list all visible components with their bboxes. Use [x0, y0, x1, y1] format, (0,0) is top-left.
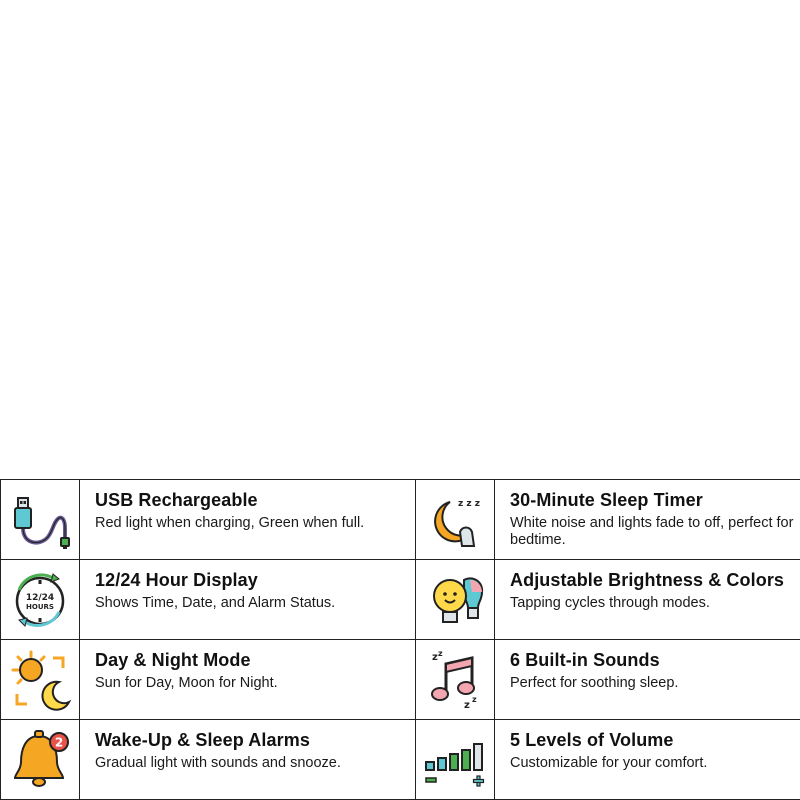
icon-label: HOURS	[26, 603, 54, 611]
feature-description: Tapping cycles through modes.	[510, 595, 710, 611]
feature-text-cell	[80, 560, 416, 640]
feature-icon-cell	[1, 560, 80, 640]
svg-text:z: z	[464, 700, 470, 711]
feature-description: Gradual light with sounds and snooze.	[95, 755, 341, 771]
table-row	[1, 560, 800, 640]
icon-label: z z z	[458, 499, 480, 509]
feature-text-cell	[495, 560, 800, 640]
feature-icon-cell	[416, 560, 495, 640]
feature-title: Adjustable Brightness & Colors	[510, 570, 785, 590]
feature-description: Red light when charging, Green when full.	[95, 515, 365, 531]
feature-description: Customizable for your comfort.	[510, 755, 708, 771]
feature-title: Wake-Up & Sleep Alarms	[95, 730, 310, 750]
feature-title: 5 Levels of Volume	[510, 730, 674, 750]
feature-text-cell	[495, 640, 800, 720]
usb-cable-icon	[9, 488, 73, 552]
alarm-bell-icon	[9, 728, 73, 792]
feature-icon-cell	[1, 640, 80, 720]
feature-description: Sun for Day, Moon for Night.	[95, 675, 278, 691]
feature-title: 30-Minute Sleep Timer	[510, 490, 703, 510]
feature-title: USB Rechargeable	[95, 490, 258, 510]
feature-title: Day & Night Mode	[95, 650, 251, 670]
feature-text-cell	[80, 640, 416, 720]
feature-title: 12/24 Hour Display	[95, 570, 258, 590]
feature-text-cell	[80, 480, 416, 560]
badge-count: 2	[54, 735, 64, 750]
sun-moon-icon	[9, 648, 73, 712]
feature-icon-cell	[1, 720, 80, 800]
icon-label: 12/24	[25, 593, 55, 603]
svg-text:z: z	[438, 649, 443, 658]
table-row	[1, 720, 800, 800]
feature-text-cell	[80, 720, 416, 800]
feature-text-cell	[495, 720, 800, 800]
music-note-icon	[424, 648, 488, 712]
feature-icon-cell	[416, 640, 495, 720]
volume-levels-icon	[424, 728, 488, 792]
feature-description: Shows Time, Date, and Alarm Status.	[95, 595, 336, 611]
features-table	[0, 479, 800, 800]
feature-description: Perfect for soothing sleep.	[510, 675, 679, 691]
feature-title: 6 Built-in Sounds	[510, 650, 660, 670]
clock-12-24-icon	[9, 568, 73, 632]
light-bulbs-icon	[424, 568, 488, 632]
feature-text-cell	[495, 480, 800, 560]
table-row	[1, 640, 800, 720]
feature-description: White noise and lights fade to off, perfect for bedtime.	[510, 515, 794, 548]
svg-text:z: z	[472, 695, 477, 704]
feature-icon-cell	[416, 720, 495, 800]
table-row	[1, 480, 800, 560]
sleep-moon-icon	[424, 488, 488, 552]
feature-icon-cell	[1, 480, 80, 560]
svg-text:z: z	[432, 652, 438, 663]
feature-icon-cell	[416, 480, 495, 560]
